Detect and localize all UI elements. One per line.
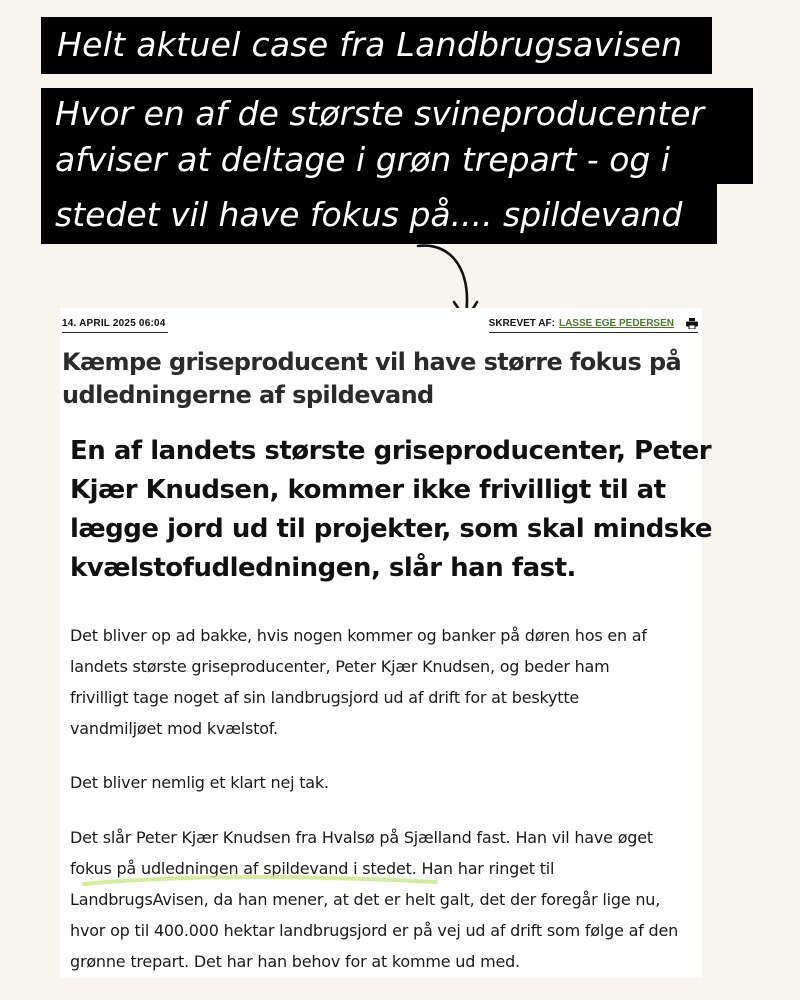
caption-line-2b: afviser at deltage i grøn trepart - og i	[55, 140, 670, 179]
caption-line-1: Helt aktuel case fra Landbrugsavisen	[57, 25, 683, 64]
lead-line-1: En af landets største griseproducenter, Peter	[70, 436, 712, 466]
caption-description-line-2	[41, 136, 693, 184]
lead-line-3: lægge jord ud til projekter, som skal mindske	[70, 514, 713, 544]
paragraph-1-line-2: landets største griseproducenter, Peter Kjær Knudsen, og beder ham	[70, 657, 610, 676]
headline-line-1: Kæmpe griseproducent vil have større fokus på	[62, 348, 682, 376]
paragraph-1-line-4: vandmiljøet mod kvælstof.	[70, 719, 278, 738]
article-byline	[489, 318, 698, 333]
lead-line-4: kvælstofudledningen, slår han fast.	[70, 553, 576, 583]
caption-line-3: stedet vil have fokus på.... spildevand	[55, 195, 683, 234]
article-lead	[70, 432, 713, 588]
article-meta	[62, 316, 698, 338]
author-label: SKREVET AF:	[488, 318, 555, 329]
paragraph-1-line-1: Det bliver op ad bakke, hvis nogen kommer og banker på døren hos en af	[70, 626, 647, 645]
paragraph-1-line-3: frivilligt tage noget af sin landbrugsjord ud af drift for at beskytte	[70, 688, 580, 707]
lead-line-2: Kjær Knudsen, kommer ikke frivilligt til at	[70, 475, 666, 505]
paragraph-3-line-4: hvor op til 400.000 hektar landbrugsjord er på vej ud af drift som følge af den	[70, 921, 679, 940]
caption-line-2a: Hvor en af de største svineproducenter	[55, 94, 705, 133]
caption-title	[41, 17, 712, 74]
paragraph-3-line-3: LandbrugsAvisen, da han mener, at det er helt galt, det der foregår lige nu,	[70, 890, 661, 909]
article-paragraph-3	[70, 822, 700, 977]
paragraph-3-line-5: grønne trepart. Det har han behov for at komme ud med.	[70, 952, 520, 971]
paragraph-2-line-1: Det bliver nemlig et klart nej tak.	[70, 773, 329, 792]
article-screenshot	[60, 308, 713, 978]
article-headline	[62, 346, 692, 412]
author-link[interactable]: LASSE EGE PEDERSEN	[558, 318, 674, 329]
paragraph-3-line-1: Det slår Peter Kjær Knudsen fra Hvalsø på Sjælland fast. Han vil have øget	[70, 828, 653, 847]
article-paragraph-1	[70, 620, 700, 744]
article-paragraph-2	[70, 767, 700, 798]
paragraph-3-line-2: fokus på udledningen af spildevand i stedet. Han har ringet til	[70, 859, 555, 878]
caption-description-end	[41, 184, 717, 244]
article-date: 14. APRIL 2025 06:04	[62, 318, 168, 333]
headline-line-2: udledningerne af spildevand	[62, 381, 434, 409]
printer-icon[interactable]	[686, 318, 698, 329]
